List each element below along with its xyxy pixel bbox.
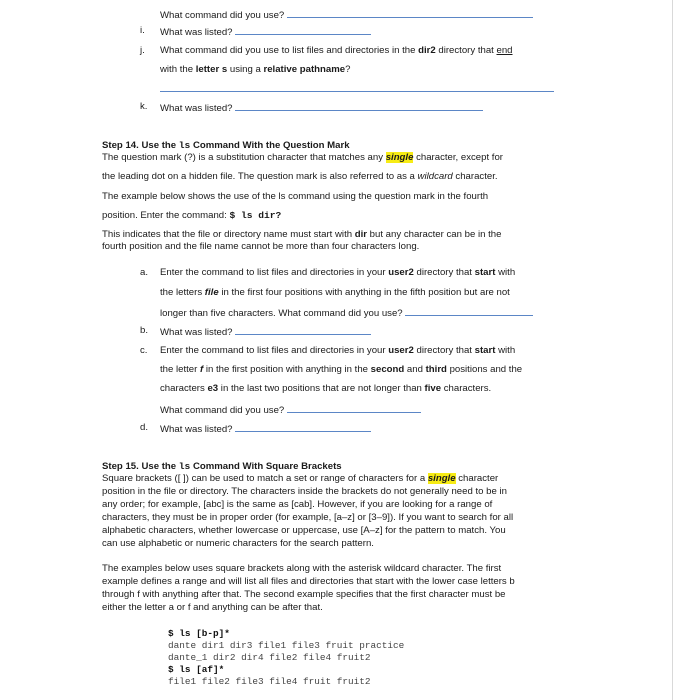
question-a-line2: the letters file in the first four positions with anything in the fifth position but are not xyxy=(160,287,510,298)
question-i: What was listed? xyxy=(160,25,371,39)
step14-heading: Step 14. Use the ls Command With the Question Mark xyxy=(102,140,350,151)
list-marker-k: k. xyxy=(140,101,148,112)
step15-para2-line1: The examples below uses square brackets along with the asterisk wildcard character. The first xyxy=(102,563,502,574)
code-line-2: dante dir1 dir3 file1 file3 fruit practice xyxy=(168,640,405,651)
step15-para2-line3: through f with anything after that. The second example specifies that the first character must be xyxy=(102,589,506,600)
question-k: What was listed? xyxy=(160,101,483,115)
list-marker-j: j. xyxy=(140,45,145,56)
question-d: What was listed? xyxy=(160,422,371,436)
answer-blank[interactable] xyxy=(287,403,421,413)
answer-blank[interactable] xyxy=(235,101,483,111)
step15-para-line6: can use alphabetic or numeric characters for the search pattern. xyxy=(102,538,374,549)
code-line-3: dante_1 dir2 dir4 file2 file4 fruit2 xyxy=(168,652,371,663)
page-edge xyxy=(672,0,673,700)
answer-blank[interactable] xyxy=(287,8,533,18)
answer-line-j[interactable] xyxy=(160,91,554,92)
question-command-used: What command did you use? xyxy=(160,8,533,22)
step15-para-line3: any order; for example, [abc] is the same as [cab]. However, if you are looking for a range of xyxy=(102,499,493,510)
step15-para2-line2: example defines a range and will list all files and directories that start with the lower case letters b xyxy=(102,576,515,587)
step15-para-line5: alphabetic characters, whether lowercase or uppercase, use [A–z] for the pattern to match. You xyxy=(102,525,506,536)
answer-blank[interactable] xyxy=(235,422,371,432)
code-line-5: file1 file2 file3 file4 fruit fruit2 xyxy=(168,676,371,687)
question-b: What was listed? xyxy=(160,325,371,339)
step14-para-line2: the leading dot on a hidden file. The question mark is also referred to as a wildcard character. xyxy=(102,171,498,182)
question-j-line1: What command did you use to list files and directories in the dir2 directory that end xyxy=(160,45,513,56)
code-line-1: $ ls [b-p]* xyxy=(168,628,230,639)
answer-blank[interactable] xyxy=(235,325,371,335)
question-c-line3: characters e3 in the last two positions that are not longer than five characters. xyxy=(160,383,492,394)
step14-para-line4: position. Enter the command: $ ls dir? xyxy=(102,210,282,221)
step14-para-line5: This indicates that the file or directory name must start with dir but any character can be in the xyxy=(102,229,502,240)
question-c-line1: Enter the command to list files and directories in your user2 directory that start with xyxy=(160,345,516,356)
code-line-4: $ ls [af]* xyxy=(168,664,225,675)
step15-heading: Step 15. Use the ls Command With Square Brackets xyxy=(102,461,342,472)
step15-para-line4: characters, they must be in proper order (for example, [a–z] or [3–9]). If you want to search for all xyxy=(102,512,514,523)
step15-para-line1: Square brackets ([ ]) can be used to match a set or range of characters for a single character xyxy=(102,473,499,484)
list-marker-c: c. xyxy=(140,345,148,356)
list-marker-d: d. xyxy=(140,422,149,433)
step15-para-line2: position in the file or directory. The characters inside the brackets do not generally need to be in xyxy=(102,486,507,497)
step14-para-line3: The example below shows the use of the ls command using the question mark in the fourth xyxy=(102,191,489,202)
step15-para2-line4: either the letter a or f and anything can be after that. xyxy=(102,602,323,613)
list-marker-a: a. xyxy=(140,267,149,278)
answer-blank[interactable] xyxy=(405,306,533,316)
question-a-line3: longer than five characters. What command did you use? xyxy=(160,306,533,320)
question-c-line4: What command did you use? xyxy=(160,403,421,417)
step14-para-line1: The question mark (?) is a substitution character that matches any single character, except for xyxy=(102,152,504,163)
answer-blank[interactable] xyxy=(235,25,371,35)
question-c-line2: the letter f in the first position with anything in the second and third positions and the xyxy=(160,364,523,375)
question-a-line1: Enter the command to list files and directories in your user2 directory that start with xyxy=(160,267,516,278)
step14-para-line6: fourth position and the file name cannot be more than four characters long. xyxy=(102,241,420,252)
list-marker-b: b. xyxy=(140,325,149,336)
list-marker-i: i. xyxy=(140,25,145,36)
question-j-line2: with the letter s using a relative pathname? xyxy=(160,64,351,75)
